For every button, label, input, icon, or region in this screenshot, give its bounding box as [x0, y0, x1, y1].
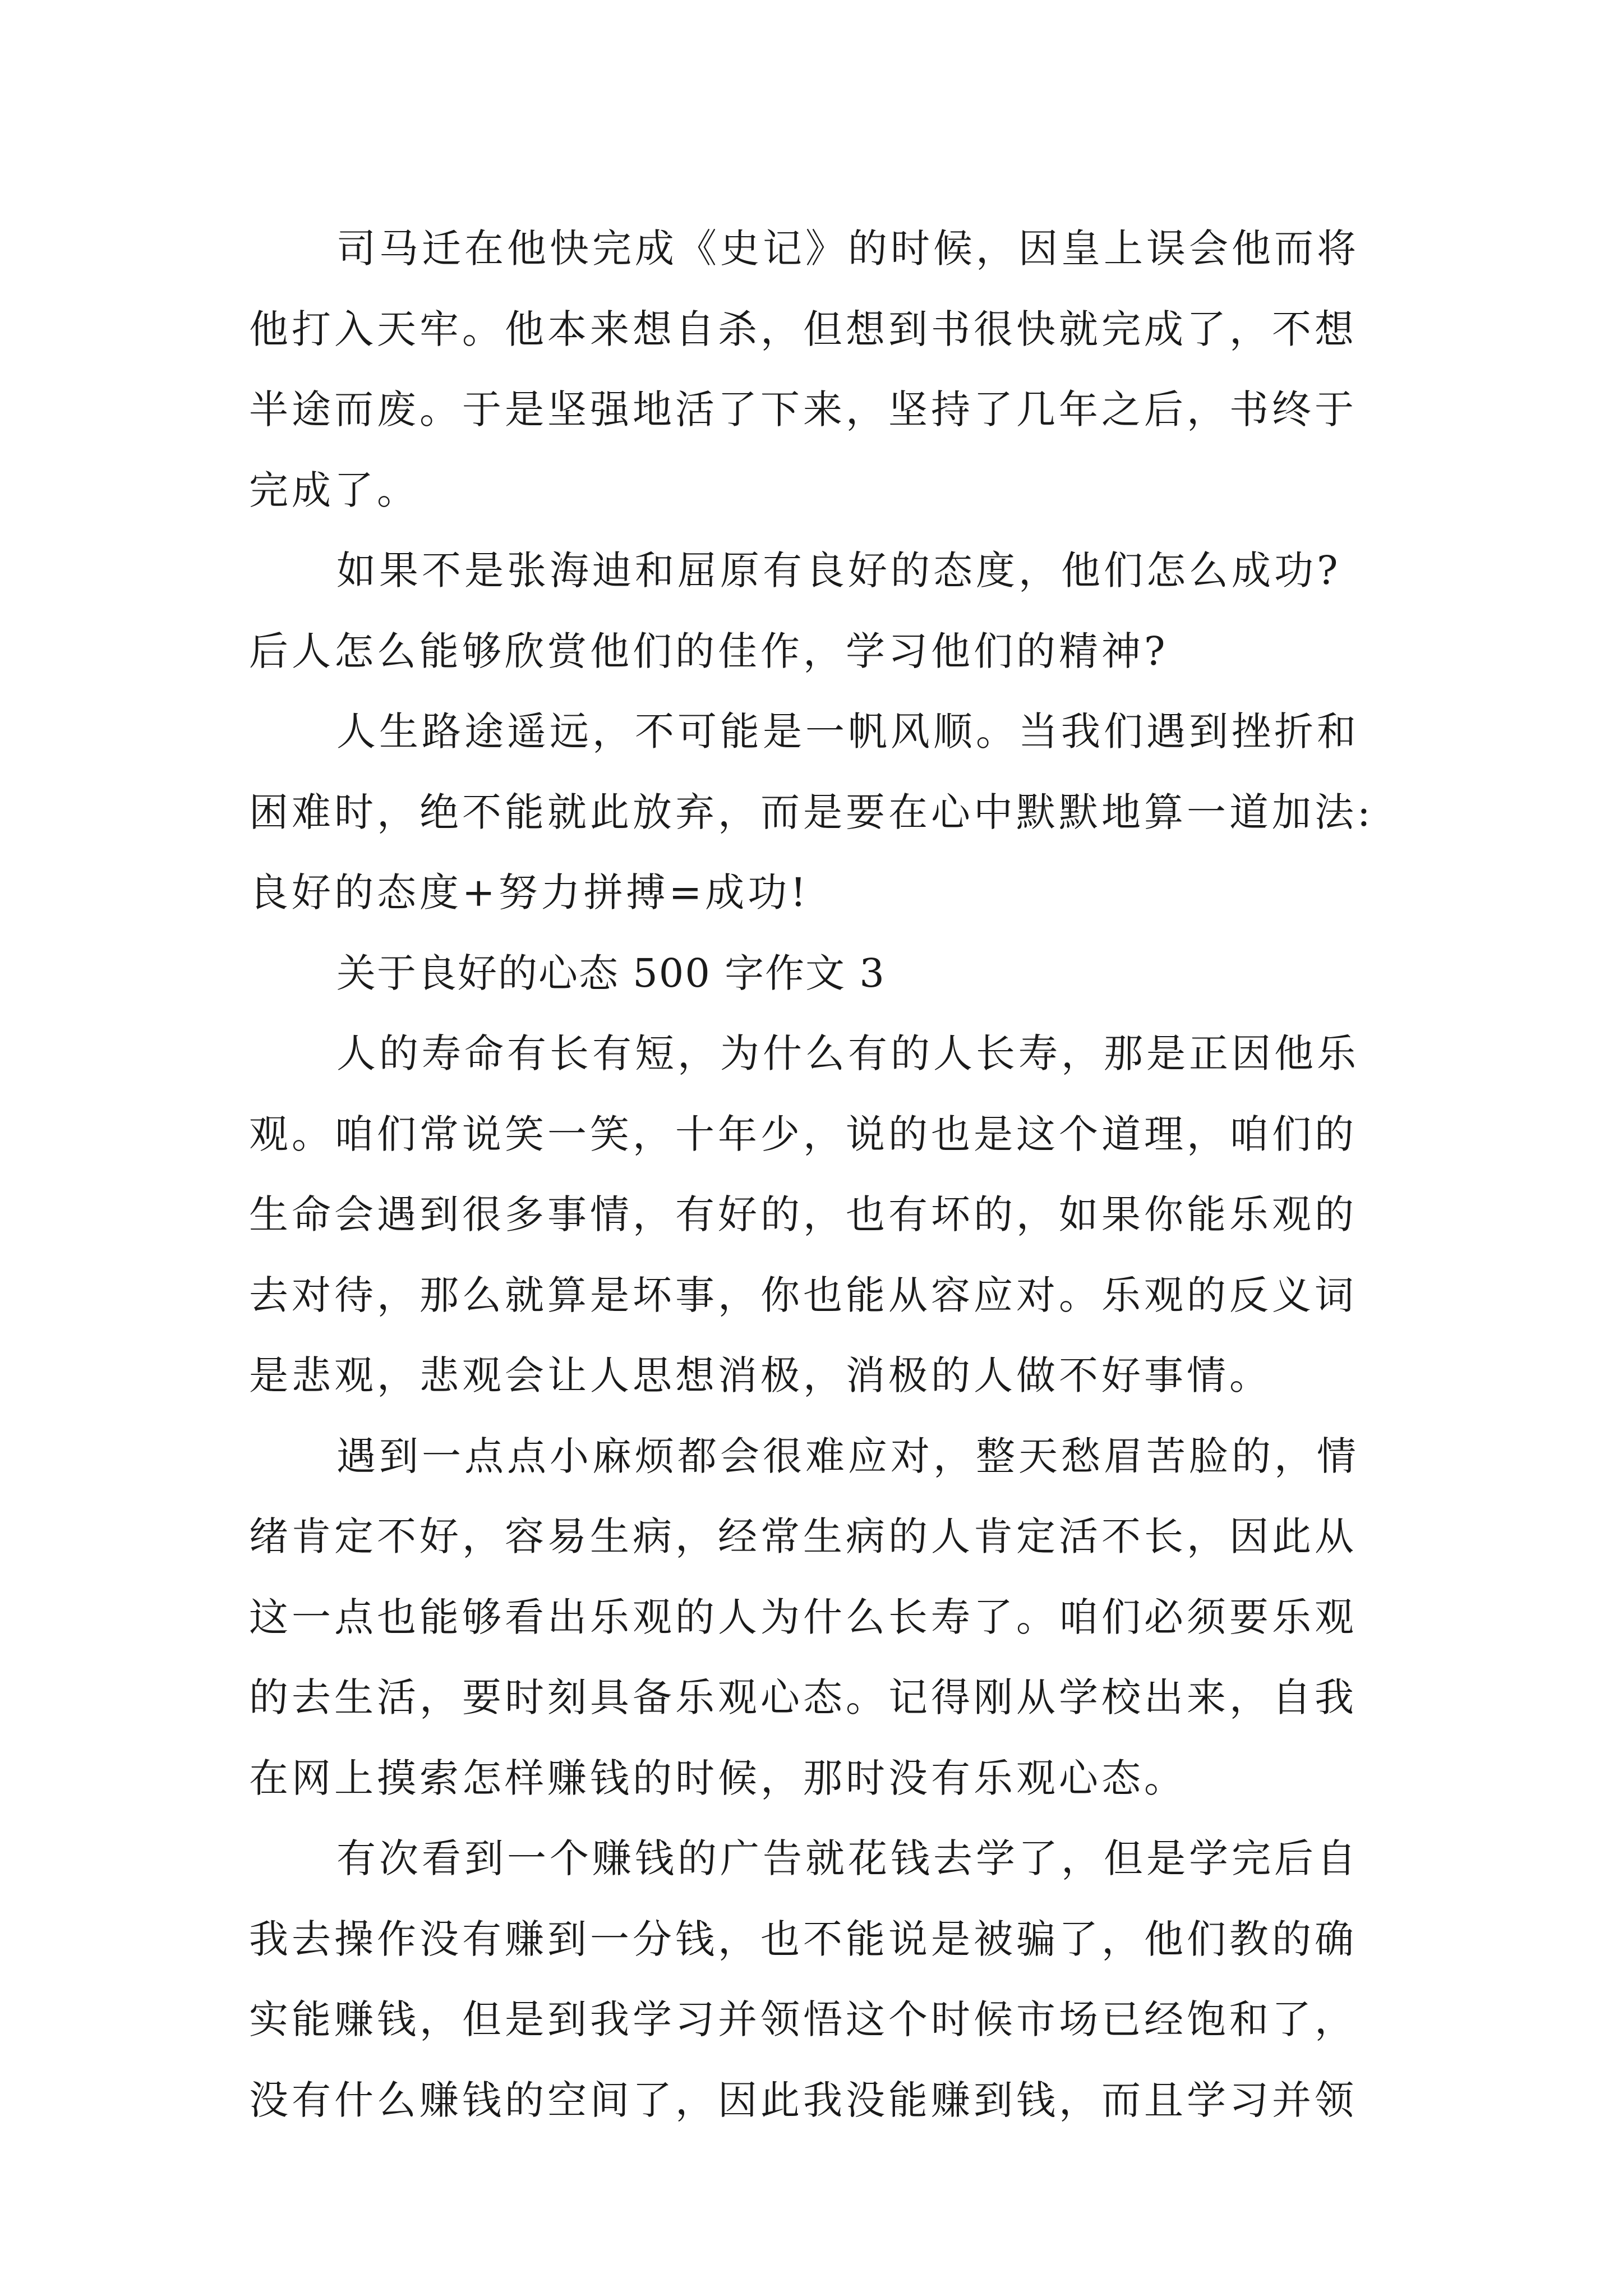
- section-heading: [249, 933, 1393, 1014]
- text-line: 我去操作没有赚到一分钱，也不能说是被骗了，他们教的确: [249, 1916, 1357, 1962]
- paragraph: [249, 1014, 1393, 1416]
- text-line: 这一点也能够看出乐观的人为什么长寿了。咱们必须要乐观: [249, 1594, 1357, 1640]
- paragraph: [249, 692, 1393, 933]
- text-line: 后人怎么能够欣赏他们的佳作，学习他们的精神?: [249, 628, 1169, 674]
- text-line: 实能赚钱，但是到我学习并领悟这个时候市场已经饱和了，: [249, 1996, 1357, 2042]
- text-line: 如果不是张海迪和屈原有良好的态度，他们怎么成功?: [336, 547, 1341, 593]
- text-line: 是悲观，悲观会让人思想消极，消极的人做不好事情。: [249, 1352, 1272, 1398]
- text-line: 有次看到一个赚钱的广告就花钱去学了，但是学完后自: [336, 1835, 1359, 1881]
- document-body: [249, 209, 1393, 2141]
- text-line: 人生路途遥远，不可能是一帆风顺。当我们遇到挫折和: [336, 708, 1359, 754]
- text-line: 观。咱们常说笑一笑，十年少，说的也是这个道理，咱们的: [249, 1111, 1357, 1157]
- text-line: 良好的态度+努力拼搏=成功!: [249, 869, 810, 915]
- paragraph: [249, 209, 1393, 531]
- text-line: 去对待，那么就算是坏事，你也能从容应对。乐观的反义词: [249, 1272, 1357, 1318]
- text-line: 半途而废。于是坚强地活了下来，坚持了几年之后，书终于: [249, 386, 1357, 432]
- text-line: 司马迁在他快完成《史记》的时候，因皇上误会他而将: [336, 226, 1359, 272]
- text-line: 绪肯定不好，容易生病，经常生病的人肯定活不长，因此从: [249, 1513, 1357, 1559]
- text-line: 生命会遇到很多事情，有好的，也有坏的，如果你能乐观的: [249, 1191, 1357, 1237]
- text-line: 完成了。: [249, 467, 419, 513]
- text-line: 人的寿命有长有短，为什么有的人长寿，那是正因他乐: [336, 1030, 1359, 1076]
- paragraph: [249, 531, 1393, 692]
- text-line: 的去生活，要时刻具备乐观心态。记得刚从学校出来，自我: [249, 1674, 1357, 1720]
- text-line: 困难时，绝不能就此放弃，而是要在心中默默地算一道加法:: [249, 789, 1374, 835]
- text-line: 没有什么赚钱的空间了，因此我没能赚到钱，而且学习并领: [249, 2077, 1357, 2123]
- text-line: 遇到一点点小麻烦都会很难应对，整天愁眉苦脸的，情: [336, 1433, 1359, 1479]
- text-line: 在网上摸索怎样赚钱的时候，那时没有乐观心态。: [249, 1755, 1187, 1801]
- text-line: 他打入天牢。他本来想自杀，但想到书很快就完成了，不想: [249, 306, 1357, 352]
- paragraph: [249, 1819, 1393, 2141]
- paragraph: [249, 1416, 1393, 1819]
- heading-text: 关于良好的心态 500 字作文 3: [336, 950, 886, 996]
